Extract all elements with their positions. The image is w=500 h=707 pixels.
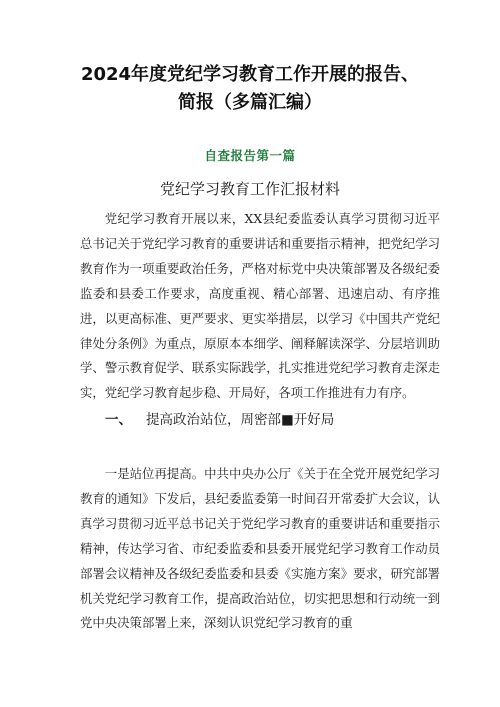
document-title-line-1: 2024年度党纪学习教育工作开展的报告、 [80,64,420,85]
document-title-line-2: 简报（多篇汇编） [178,92,322,113]
report-title: 党纪学习教育工作汇报材料 [159,180,340,198]
body-paragraph: 一是站位再提高。中共中央办公厅《关于在全党开展党纪学习教育的通知》下发后，县纪委监委第一时间召开常委扩大会议，认真学习贯彻习近平总书记关于党纪学习教育的重要讲话和重要指示精神，传达学习省、市纪委监委和县委开展党纪学习教育工作动员部署会议精神及各级纪委监委和县委《实施方案》要求，研究部署机关党纪学习教育工作，提高政治站位，切实把思想和行动统一到党中央决策部署上来，深刻认识党纪学习教育的重 [80,466,440,631]
section-heading-1 [105,408,334,428]
section-heading-number: 一、 [105,412,132,428]
section-heading-text: 提高政治站位，周密部■开好局 [146,412,335,428]
section-tag: 自查报告第一篇 [204,148,296,163]
intro-paragraph: 党纪学习教育开展以来，XX县纪委监委认真学习贯彻习近平总书记关于党纪学习教育的重要讲话和重要指示精神，把党纪学习教育作为一项重要政治任务，严格对标党中央决策部署及各级纪委监委和县委工作要求，高度重视、精心部署、迅速启动、有序推进，以更高标准、更严要求、更实举措层，以学习《中国共产党纪律处分条例》为重点，原原本本细学、阐释解读深学、分层培训助学、警示教育促学、联系实际践学，扎实推进党纪学习教育走深走实，党纪学习教育起步稳、开局好，各项工作推进有力有序。 [80,211,440,401]
